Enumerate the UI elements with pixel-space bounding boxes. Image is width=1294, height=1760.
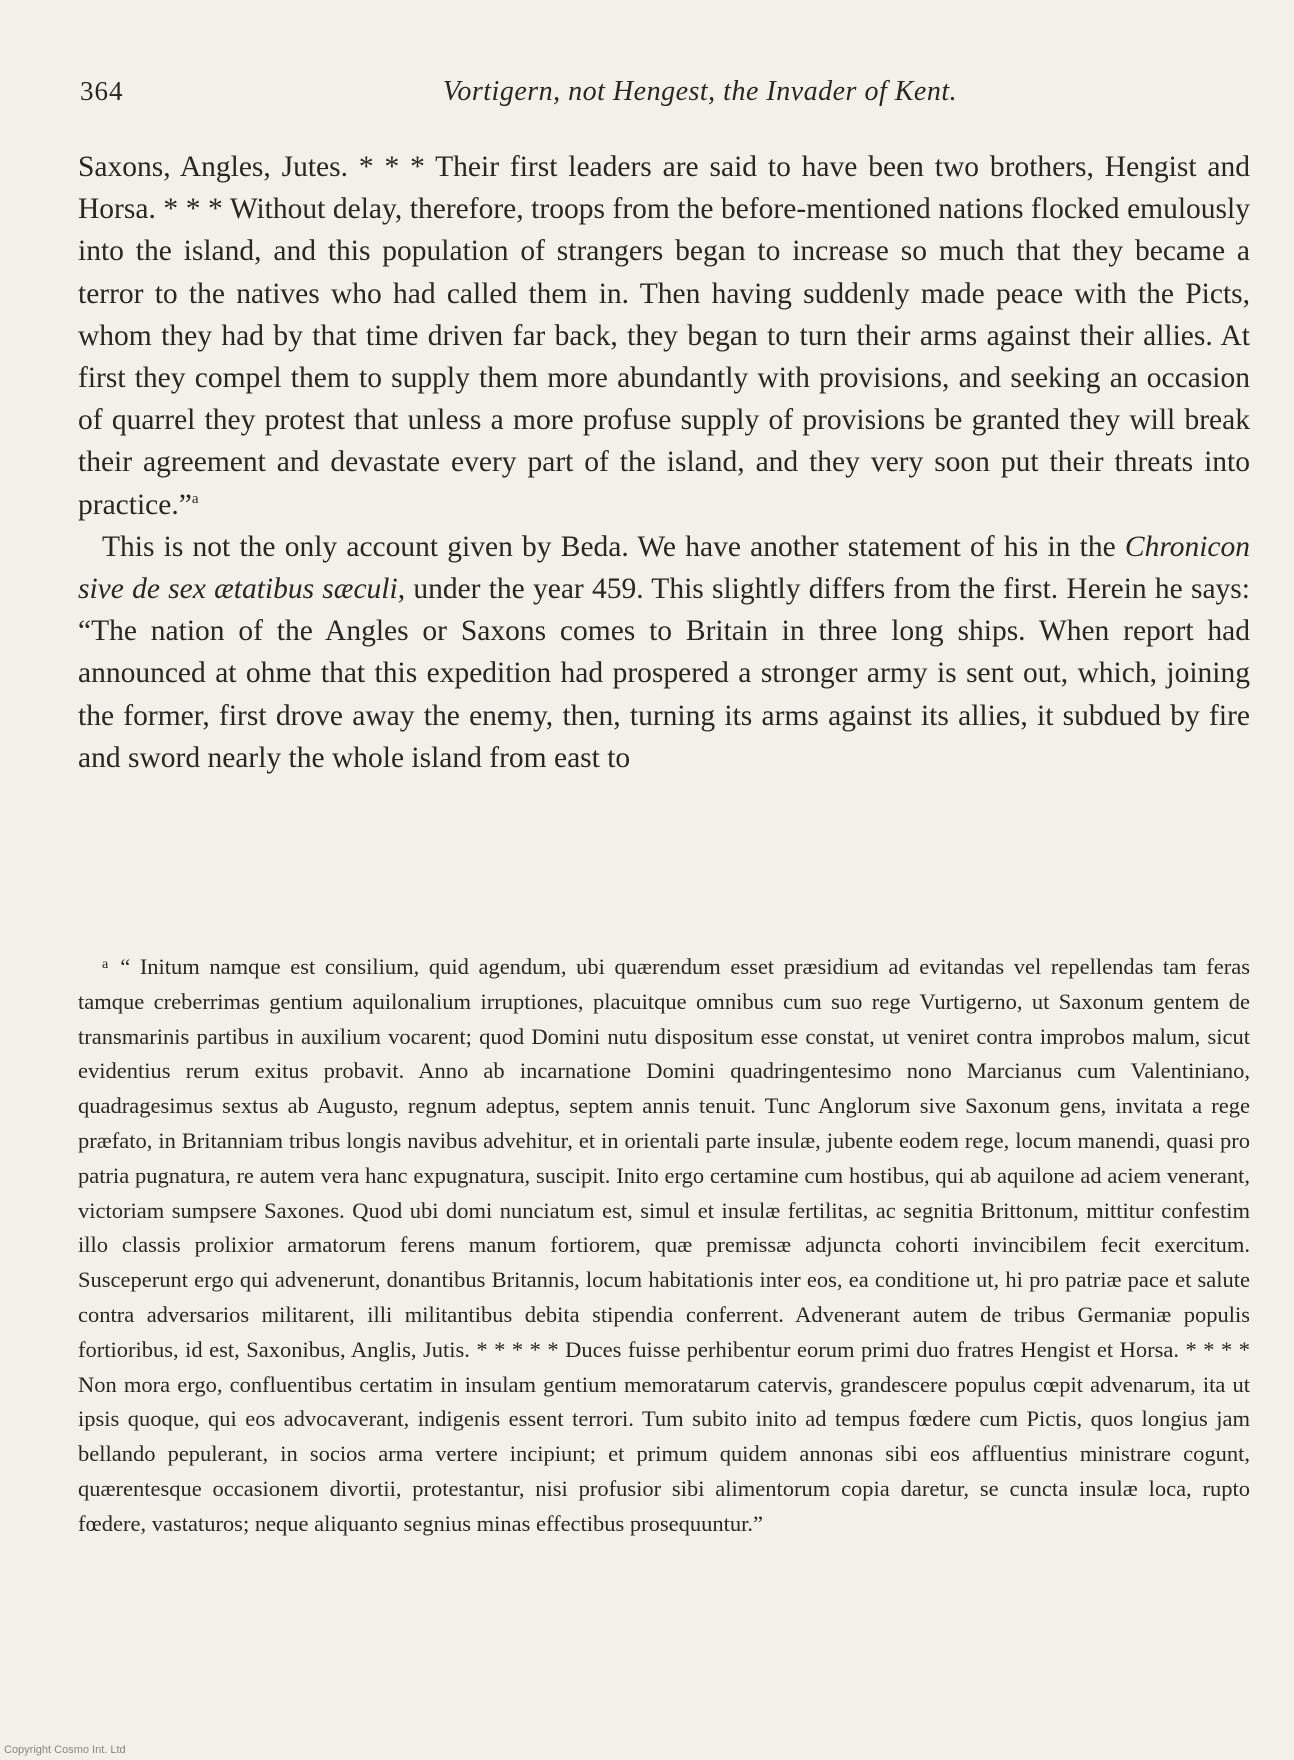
footnote <box>78 950 1250 1542</box>
paragraph-2 <box>78 526 1250 779</box>
copyright-watermark: Copyright Cosmo Int. Ltd <box>4 1744 126 1756</box>
paragraph-1 <box>78 146 1250 526</box>
paragraph-2-text-end: under the year 459. This slightly differs from the first. Herein he says: “The nation of the Angles or Saxons comes to Britain in three long ships. When report had announced at ohme that this expedition had prospered a stronger army is sent out, which, joining the former, first drove away the enemy, then, turning its arms against its allies, it subdued by fire and sword nearly the whole island from east to <box>78 573 1250 774</box>
running-title: Vortigern, not Hengest, the Invader of Kent. <box>442 76 958 107</box>
footnote-reference: a <box>191 490 199 507</box>
page-number: 364 <box>80 76 124 106</box>
page-header <box>80 76 1250 120</box>
chronicon-title: Chronicon sive de sex ætatibus sæculi, <box>78 530 1250 606</box>
paragraph-2-text-start: This is not the only account given by Beda. We have another statement of his in the <box>102 530 1125 563</box>
paragraph-1-text: Saxons, Angles, Jutes. * * * Their first leaders are said to have been two brothers, Hengist and Horsa. * * * Without delay, therefore, troops from the before-mentioned nations flocked emulously into the island, and this population of strangers began to increase so much that they became a terror to the natives who had called them in. Then having suddenly made peace with the Picts, whom they had by that time driven far back, they began to turn their arms against their allies. At first they compel them to supply them more abundantly with provisions, and seeking an occasion of quarrel they protest that unless a more profuse supply of provisions be granted they will break their agreement and devastate every part of the island, and they very soon put their threats into practice.” <box>78 151 1250 521</box>
main-text <box>78 146 1250 779</box>
footnote-marker: a <box>102 957 109 972</box>
footnote-text: “ Initum namque est consilium, quid agendum, ubi quærendum esset præsidium ad evitandas vel repellendas tam feras tamque creberrimas gentium aquilonalium irruptiones, placuitque omnibus cum suo rege Vurtigerno, ut Saxonum gentem de transmarinis partibus in auxilium vocarent; quod Domini nutu dispositum esse constat, ut veniret contra improbos malum, sicut evidentius rerum exitus probavit. Anno ab incarnatione Domini quadringentesimo nono Marcianus cum Valentiniano, quadragesimus sextus ab Augusto, regnum adeptus, septem annis tenuit. Tunc Anglorum sive Saxonum gens, invitata a rege præfato, in Britanniam tribus longis navibus advehitur, et in orientali parte insulæ, jubente eodem rege, locum manendi, quasi pro patria pugnatura, re autem vera hanc expugnatura, suscipit. Inito ergo certamine cum hostibus, qui ab aquilone ad aciem venerant, victoriam sumpsere Saxones. Quod ubi domi nunciatum est, simul et insulæ fertilitas, ac segnitia Brittonum, mittitur confestim illo classis prolixior armatorum ferens manum fortiorem, quæ premissæ adjuncta cohorti invincibilem fecit exercitum. Susceperunt ergo qui advenerunt, donantibus Britannis, locum habitationis inter eos, ea conditione ut, hi pro patriæ pace et salute contra adversarios militarent, illi militantibus debita stipendia conferrent. Advenerant autem de tribus Germaniæ populis fortioribus, id est, Saxonibus, Anglis, Jutis. * * * * * Duces fuisse perhibentur eorum primi duo fratres Hengist et Horsa. * * * * Non mora ergo, confluentibus certatim in insulam gentium memoratarum catervis, grandescere populus cœpit advenarum, ita ut ipsis quoque, qui eos advocaverant, indigenis essent terrori. Tum subito inito ad tempus fœdere cum Pictis, quos longius jam bellando pepulerant, in socios arma vertere incipiunt; et primum quidem annonas sibi eos affluentius ministrare cogunt, quærentesque occasionem divortii, protestantur, nisi profusior sibi alimentorum copia daretur, se cuncta insulæ loca, rupto fœdere, vastaturos; neque aliquanto segnius minas effectibus prosequuntur.” <box>78 954 1250 1536</box>
